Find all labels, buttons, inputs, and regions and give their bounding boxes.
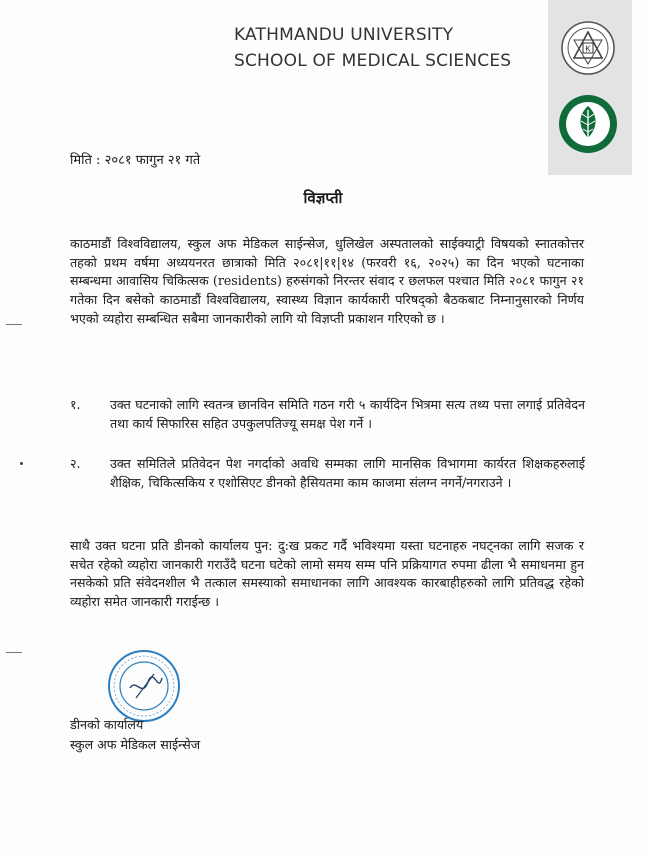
margin-mark (6, 652, 22, 653)
letterhead-title (234, 22, 511, 74)
decision-text: उक्त घटनाको लागि स्वतन्त्र छानविन समिति गठन गरी ५ कार्यदिन भित्रमा सत्य तथ्य पत्ता लगाई प्रतिवेदन तथा कार्य सिफारिस सहित उपकुलपतिज्यू समक्ष पेश गर्ने । (110, 397, 585, 431)
school-name: SCHOOL OF MEDICAL SCIENCES (234, 51, 512, 71)
signature-school: स्कुल अफ मेडिकल साईन्सेज (70, 737, 201, 752)
margin-mark (6, 324, 22, 325)
office-seal-stamp (106, 648, 182, 724)
decision-text: उक्त समितिले प्रतिवेदन पेश नगर्दाको अवधि सम्मका लागि मानसिक विभागमा कार्यरत शिक्षकहरुलाई शैक्षिक, चिकित्सकिय र एशोसिएट डीनको हैसियतमा काम काजमा संलग्न नगर्ने/नगराउने । (110, 456, 585, 490)
decision-number: १. (70, 397, 81, 412)
closing-paragraph: साथै उक्त घटना प्रति डीनको कार्यालय पुन: दु:ख प्रकट गर्दै भविश्यमा यस्ता घटनाहरु नघट्नका लागि सजक र सचेत रहेको व्यहोरा जानकारी गराउँदै घटना घटेको लामो समय सम्म पनि प्रक्रियागत रुपमा ढीला भै समाधनमा हुन नसकेको प्रति संवेदनशील भै तत्काल समस्याको समाधानका लागि आवश्यक कारबाहीहरुको लागि प्रतिवद्ध रहेको व्यहोरा समेत जानकारी गराईन्छ । (70, 538, 584, 610)
school-leaf-logo-icon (558, 94, 618, 154)
margin-dot (20, 462, 23, 465)
signature-office: डीनको कार्यालय (70, 717, 144, 732)
university-emblem-icon (560, 20, 616, 76)
svg-text:K: K (585, 44, 591, 54)
decision-number: २. (70, 456, 81, 471)
notice-title: विज्ञप्ती (303, 189, 343, 207)
notice-date: मिति : २०८१ फागुन २१ गते (70, 153, 201, 168)
university-name: KATHMANDU UNIVERSITY (234, 25, 454, 45)
intro-paragraph: काठमाडौं विश्वविद्यालय, स्कुल अफ मेडिकल साईन्सेज, धुलिखेल अस्पतालको साईक्याट्री विषयको स्नातकोत्तर तहको प्रथम वर्षमा अध्ययनरत छात्राको मिति २०८१|११|१४ (फरवरी १६, २०२५) का दिन भएको घटनाका सम्बन्धमा आवासिय चिकित्सक (residents) हरुसंगको निरन्तर संवाद र छलफल पश्चात मिति २०८१ फागुन २१ गतेका दिन बसेको काठमाडौं विश्वविद्यालय, स्वास्थ्य विज्ञान कार्यकारी परिषद्को बैठकबाट निम्नानुसारको निर्णय भएको व्यहोरा सम्बन्धित सबैमा जानकारीको लागि यो विज्ञप्ती प्रकाशन गरिएको छ । (70, 236, 584, 326)
